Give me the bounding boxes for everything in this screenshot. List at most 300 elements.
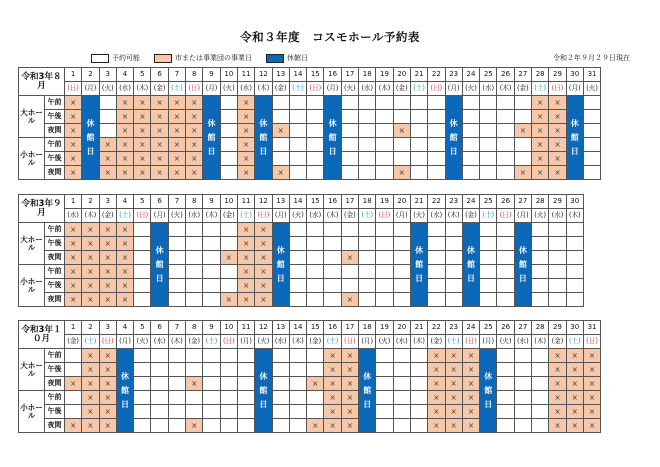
available-cell[interactable] [289, 237, 306, 251]
available-cell[interactable] [65, 349, 82, 363]
available-cell[interactable] [410, 152, 427, 166]
available-cell[interactable] [289, 349, 306, 363]
available-cell[interactable] [532, 237, 549, 251]
available-cell[interactable] [151, 377, 168, 391]
available-cell[interactable] [393, 96, 410, 110]
available-cell[interactable] [497, 251, 514, 265]
available-cell[interactable] [289, 391, 306, 405]
available-cell[interactable] [583, 96, 600, 110]
available-cell[interactable] [480, 265, 497, 279]
available-cell[interactable] [341, 166, 358, 180]
available-cell[interactable] [151, 405, 168, 419]
available-cell[interactable] [583, 138, 600, 152]
available-cell[interactable] [428, 223, 445, 237]
available-cell[interactable] [203, 377, 220, 391]
available-cell[interactable] [289, 110, 306, 124]
available-cell[interactable] [376, 223, 393, 237]
available-cell[interactable] [237, 405, 254, 419]
available-cell[interactable] [203, 391, 220, 405]
available-cell[interactable] [393, 138, 410, 152]
available-cell[interactable] [376, 152, 393, 166]
available-cell[interactable] [428, 293, 445, 307]
available-cell[interactable] [272, 96, 289, 110]
closed-label: 休 館 日 [449, 118, 458, 156]
available-cell[interactable] [410, 110, 427, 124]
available-cell[interactable] [186, 391, 203, 405]
available-cell[interactable] [376, 405, 393, 419]
available-cell[interactable] [237, 391, 254, 405]
available-cell[interactable] [168, 377, 185, 391]
available-cell[interactable] [220, 96, 237, 110]
available-cell[interactable] [566, 265, 583, 279]
available-cell[interactable] [99, 124, 116, 138]
available-cell[interactable] [376, 377, 393, 391]
available-cell[interactable] [307, 293, 324, 307]
available-cell[interactable] [237, 419, 254, 433]
available-cell[interactable] [532, 279, 549, 293]
available-cell[interactable] [393, 110, 410, 124]
available-cell[interactable] [514, 419, 531, 433]
available-cell[interactable] [514, 138, 531, 152]
available-cell[interactable] [203, 349, 220, 363]
available-cell[interactable] [480, 237, 497, 251]
available-cell[interactable] [186, 349, 203, 363]
available-cell[interactable] [566, 293, 583, 307]
available-cell[interactable] [289, 223, 306, 237]
available-cell[interactable] [445, 293, 462, 307]
available-cell[interactable] [497, 363, 514, 377]
available-cell[interactable] [186, 237, 203, 251]
available-cell[interactable] [497, 265, 514, 279]
available-cell[interactable] [272, 419, 289, 433]
available-cell[interactable] [376, 166, 393, 180]
available-cell[interactable] [272, 110, 289, 124]
available-cell[interactable] [168, 251, 185, 265]
available-cell[interactable] [428, 138, 445, 152]
available-cell[interactable] [289, 152, 306, 166]
available-cell[interactable] [445, 251, 462, 265]
available-cell[interactable] [497, 279, 514, 293]
available-cell[interactable] [428, 124, 445, 138]
available-cell[interactable] [549, 223, 566, 237]
available-cell[interactable] [410, 363, 427, 377]
available-cell[interactable] [186, 293, 203, 307]
available-cell[interactable] [65, 391, 82, 405]
available-cell[interactable] [203, 405, 220, 419]
available-cell[interactable] [307, 363, 324, 377]
available-cell[interactable] [497, 419, 514, 433]
available-cell[interactable] [168, 265, 185, 279]
available-cell[interactable] [497, 377, 514, 391]
available-cell[interactable] [445, 265, 462, 279]
available-cell[interactable] [134, 223, 151, 237]
available-cell[interactable] [359, 110, 376, 124]
available-cell[interactable] [341, 96, 358, 110]
available-cell[interactable] [272, 138, 289, 152]
available-cell[interactable] [549, 293, 566, 307]
available-cell[interactable] [324, 293, 341, 307]
available-cell[interactable] [99, 96, 116, 110]
available-cell[interactable] [307, 138, 324, 152]
available-cell[interactable] [289, 293, 306, 307]
available-cell[interactable] [359, 166, 376, 180]
available-cell[interactable] [566, 223, 583, 237]
available-cell[interactable] [410, 124, 427, 138]
available-cell[interactable] [445, 237, 462, 251]
available-cell[interactable] [272, 152, 289, 166]
available-cell[interactable] [341, 279, 358, 293]
closed-day-cell [445, 96, 462, 180]
available-cell[interactable] [186, 405, 203, 419]
available-cell[interactable] [307, 405, 324, 419]
available-cell[interactable] [324, 265, 341, 279]
available-cell[interactable] [289, 166, 306, 180]
available-cell[interactable] [341, 110, 358, 124]
available-cell[interactable] [341, 265, 358, 279]
available-cell[interactable] [220, 166, 237, 180]
available-cell[interactable] [359, 223, 376, 237]
available-cell[interactable] [134, 363, 151, 377]
available-cell[interactable] [410, 96, 427, 110]
available-cell[interactable] [532, 293, 549, 307]
available-cell[interactable] [307, 391, 324, 405]
available-cell[interactable] [186, 265, 203, 279]
available-cell[interactable] [376, 96, 393, 110]
available-cell[interactable] [376, 110, 393, 124]
available-cell[interactable] [462, 110, 479, 124]
available-cell[interactable] [307, 223, 324, 237]
available-cell[interactable] [480, 293, 497, 307]
available-cell[interactable] [480, 152, 497, 166]
available-cell[interactable] [134, 377, 151, 391]
available-cell[interactable] [428, 166, 445, 180]
available-cell[interactable] [203, 237, 220, 251]
weekday-label: (木) [445, 209, 462, 223]
available-cell[interactable] [289, 138, 306, 152]
available-cell[interactable] [480, 96, 497, 110]
available-cell[interactable] [272, 349, 289, 363]
available-cell[interactable] [393, 279, 410, 293]
available-cell[interactable] [428, 265, 445, 279]
available-cell[interactable] [307, 237, 324, 251]
available-cell[interactable] [393, 349, 410, 363]
available-cell[interactable] [393, 391, 410, 405]
available-cell[interactable] [272, 405, 289, 419]
available-cell[interactable] [359, 96, 376, 110]
available-cell[interactable] [289, 363, 306, 377]
available-cell[interactable] [480, 138, 497, 152]
available-cell[interactable] [220, 124, 237, 138]
available-cell[interactable] [134, 419, 151, 433]
available-cell[interactable] [99, 110, 116, 124]
reserved-cell: × [445, 405, 462, 419]
available-cell[interactable] [220, 110, 237, 124]
available-cell[interactable] [220, 377, 237, 391]
available-cell[interactable] [359, 293, 376, 307]
available-cell[interactable] [289, 265, 306, 279]
available-cell[interactable] [462, 124, 479, 138]
available-cell[interactable] [393, 363, 410, 377]
available-cell[interactable] [410, 419, 427, 433]
available-cell[interactable] [134, 237, 151, 251]
available-cell[interactable] [410, 349, 427, 363]
available-cell[interactable] [203, 363, 220, 377]
available-cell[interactable] [359, 152, 376, 166]
available-cell[interactable] [272, 377, 289, 391]
available-cell[interactable] [376, 279, 393, 293]
available-cell[interactable] [134, 293, 151, 307]
available-cell[interactable] [549, 237, 566, 251]
available-cell[interactable] [428, 152, 445, 166]
available-cell[interactable] [462, 96, 479, 110]
available-cell[interactable] [376, 124, 393, 138]
available-cell[interactable] [393, 405, 410, 419]
available-cell[interactable] [307, 152, 324, 166]
available-cell[interactable] [480, 124, 497, 138]
available-cell[interactable] [410, 166, 427, 180]
available-cell[interactable] [532, 251, 549, 265]
available-cell[interactable] [497, 152, 514, 166]
available-cell[interactable] [566, 279, 583, 293]
available-cell[interactable] [168, 419, 185, 433]
available-cell[interactable] [168, 363, 185, 377]
available-cell[interactable] [497, 138, 514, 152]
available-cell[interactable] [65, 405, 82, 419]
available-cell[interactable] [168, 279, 185, 293]
available-cell[interactable] [393, 265, 410, 279]
available-cell[interactable] [220, 223, 237, 237]
available-cell[interactable] [307, 110, 324, 124]
available-cell[interactable] [532, 349, 549, 363]
available-cell[interactable] [532, 391, 549, 405]
available-cell[interactable] [203, 419, 220, 433]
available-cell[interactable] [497, 293, 514, 307]
available-cell[interactable] [480, 279, 497, 293]
available-cell[interactable] [359, 279, 376, 293]
available-cell[interactable] [393, 293, 410, 307]
available-cell[interactable] [376, 419, 393, 433]
available-cell[interactable] [497, 166, 514, 180]
available-cell[interactable] [428, 237, 445, 251]
available-cell[interactable] [359, 265, 376, 279]
available-cell[interactable] [514, 110, 531, 124]
available-cell[interactable] [134, 251, 151, 265]
available-cell[interactable] [203, 279, 220, 293]
available-cell[interactable] [376, 251, 393, 265]
available-cell[interactable] [220, 419, 237, 433]
available-cell[interactable] [393, 251, 410, 265]
available-cell[interactable] [445, 279, 462, 293]
available-cell[interactable] [272, 363, 289, 377]
available-cell[interactable] [376, 349, 393, 363]
available-cell[interactable] [532, 419, 549, 433]
available-cell[interactable] [549, 265, 566, 279]
available-cell[interactable] [480, 110, 497, 124]
available-cell[interactable] [514, 391, 531, 405]
available-cell[interactable] [428, 251, 445, 265]
available-cell[interactable] [341, 138, 358, 152]
available-cell[interactable] [203, 251, 220, 265]
available-cell[interactable] [497, 96, 514, 110]
available-cell[interactable] [151, 391, 168, 405]
available-cell[interactable] [359, 251, 376, 265]
available-cell[interactable] [168, 349, 185, 363]
available-cell[interactable] [410, 138, 427, 152]
available-cell[interactable] [514, 377, 531, 391]
available-cell[interactable] [186, 279, 203, 293]
available-cell[interactable] [168, 223, 185, 237]
available-cell[interactable] [532, 223, 549, 237]
available-cell[interactable] [566, 237, 583, 251]
available-cell[interactable] [514, 152, 531, 166]
available-cell[interactable] [289, 419, 306, 433]
available-cell[interactable] [497, 223, 514, 237]
available-cell[interactable] [341, 124, 358, 138]
available-cell[interactable] [237, 363, 254, 377]
available-cell[interactable] [376, 293, 393, 307]
available-cell[interactable] [134, 279, 151, 293]
available-cell[interactable] [151, 349, 168, 363]
available-cell[interactable] [307, 166, 324, 180]
available-cell[interactable] [220, 405, 237, 419]
available-cell[interactable] [480, 251, 497, 265]
available-cell[interactable] [289, 279, 306, 293]
available-cell[interactable] [497, 110, 514, 124]
available-cell[interactable] [445, 223, 462, 237]
available-cell[interactable] [324, 251, 341, 265]
available-cell[interactable] [462, 166, 479, 180]
day-number: 8 [186, 321, 203, 335]
available-cell[interactable] [168, 405, 185, 419]
available-cell[interactable] [514, 405, 531, 419]
available-cell[interactable] [220, 265, 237, 279]
available-cell[interactable] [186, 223, 203, 237]
available-cell[interactable] [532, 377, 549, 391]
available-cell[interactable] [237, 349, 254, 363]
available-cell[interactable] [151, 419, 168, 433]
available-cell[interactable] [583, 110, 600, 124]
available-cell[interactable] [151, 363, 168, 377]
available-cell[interactable] [549, 279, 566, 293]
available-cell[interactable] [220, 279, 237, 293]
available-cell[interactable] [168, 237, 185, 251]
available-cell[interactable] [532, 363, 549, 377]
available-cell[interactable] [514, 96, 531, 110]
available-cell[interactable] [497, 237, 514, 251]
available-cell[interactable] [480, 223, 497, 237]
available-cell[interactable] [341, 223, 358, 237]
available-cell[interactable] [566, 251, 583, 265]
available-cell[interactable] [186, 363, 203, 377]
available-cell[interactable] [532, 405, 549, 419]
available-cell[interactable] [359, 124, 376, 138]
available-cell[interactable] [341, 237, 358, 251]
available-cell[interactable] [393, 152, 410, 166]
available-cell[interactable] [186, 251, 203, 265]
available-cell[interactable] [410, 377, 427, 391]
available-cell[interactable] [497, 124, 514, 138]
available-cell[interactable] [220, 152, 237, 166]
available-cell[interactable] [307, 96, 324, 110]
available-cell[interactable] [220, 363, 237, 377]
available-cell[interactable] [376, 138, 393, 152]
available-cell[interactable] [497, 405, 514, 419]
available-cell[interactable] [134, 349, 151, 363]
available-cell[interactable] [376, 363, 393, 377]
available-cell[interactable] [514, 349, 531, 363]
available-cell[interactable] [532, 265, 549, 279]
available-cell[interactable] [203, 293, 220, 307]
available-cell[interactable] [497, 391, 514, 405]
available-cell[interactable] [324, 223, 341, 237]
available-cell[interactable] [376, 265, 393, 279]
available-cell[interactable] [359, 237, 376, 251]
available-cell[interactable] [289, 377, 306, 391]
available-cell[interactable] [324, 279, 341, 293]
available-cell[interactable] [462, 152, 479, 166]
reserved-cell: × [583, 391, 600, 405]
available-cell[interactable] [220, 237, 237, 251]
available-cell[interactable] [307, 251, 324, 265]
available-cell[interactable] [220, 138, 237, 152]
available-cell[interactable] [376, 237, 393, 251]
available-cell[interactable] [203, 223, 220, 237]
available-cell[interactable] [220, 349, 237, 363]
available-cell[interactable] [480, 166, 497, 180]
available-cell[interactable] [393, 377, 410, 391]
available-cell[interactable] [514, 363, 531, 377]
available-cell[interactable] [324, 237, 341, 251]
available-cell[interactable] [134, 391, 151, 405]
available-cell[interactable] [393, 237, 410, 251]
available-cell[interactable] [289, 124, 306, 138]
available-cell[interactable] [341, 152, 358, 166]
available-cell[interactable] [307, 279, 324, 293]
available-cell[interactable] [583, 152, 600, 166]
available-cell[interactable] [134, 265, 151, 279]
available-cell[interactable] [272, 391, 289, 405]
available-cell[interactable] [393, 419, 410, 433]
available-cell[interactable] [428, 110, 445, 124]
available-cell[interactable] [203, 265, 220, 279]
available-cell[interactable] [307, 349, 324, 363]
available-cell[interactable] [307, 124, 324, 138]
available-cell[interactable] [549, 251, 566, 265]
available-cell[interactable] [289, 96, 306, 110]
available-cell[interactable] [168, 391, 185, 405]
available-cell[interactable] [393, 223, 410, 237]
available-cell[interactable] [289, 251, 306, 265]
available-cell[interactable] [583, 124, 600, 138]
available-cell[interactable] [428, 96, 445, 110]
available-cell[interactable] [462, 138, 479, 152]
available-cell[interactable] [428, 279, 445, 293]
available-cell[interactable] [359, 138, 376, 152]
available-cell[interactable] [410, 405, 427, 419]
available-cell[interactable] [65, 363, 82, 377]
available-cell[interactable] [410, 391, 427, 405]
available-cell[interactable] [168, 293, 185, 307]
available-cell[interactable] [237, 377, 254, 391]
available-cell[interactable] [289, 405, 306, 419]
available-cell[interactable] [583, 166, 600, 180]
available-cell[interactable] [497, 349, 514, 363]
available-cell[interactable] [307, 265, 324, 279]
available-cell[interactable] [134, 405, 151, 419]
available-cell[interactable] [220, 391, 237, 405]
available-cell[interactable] [376, 391, 393, 405]
day-number: 9 [203, 195, 220, 209]
